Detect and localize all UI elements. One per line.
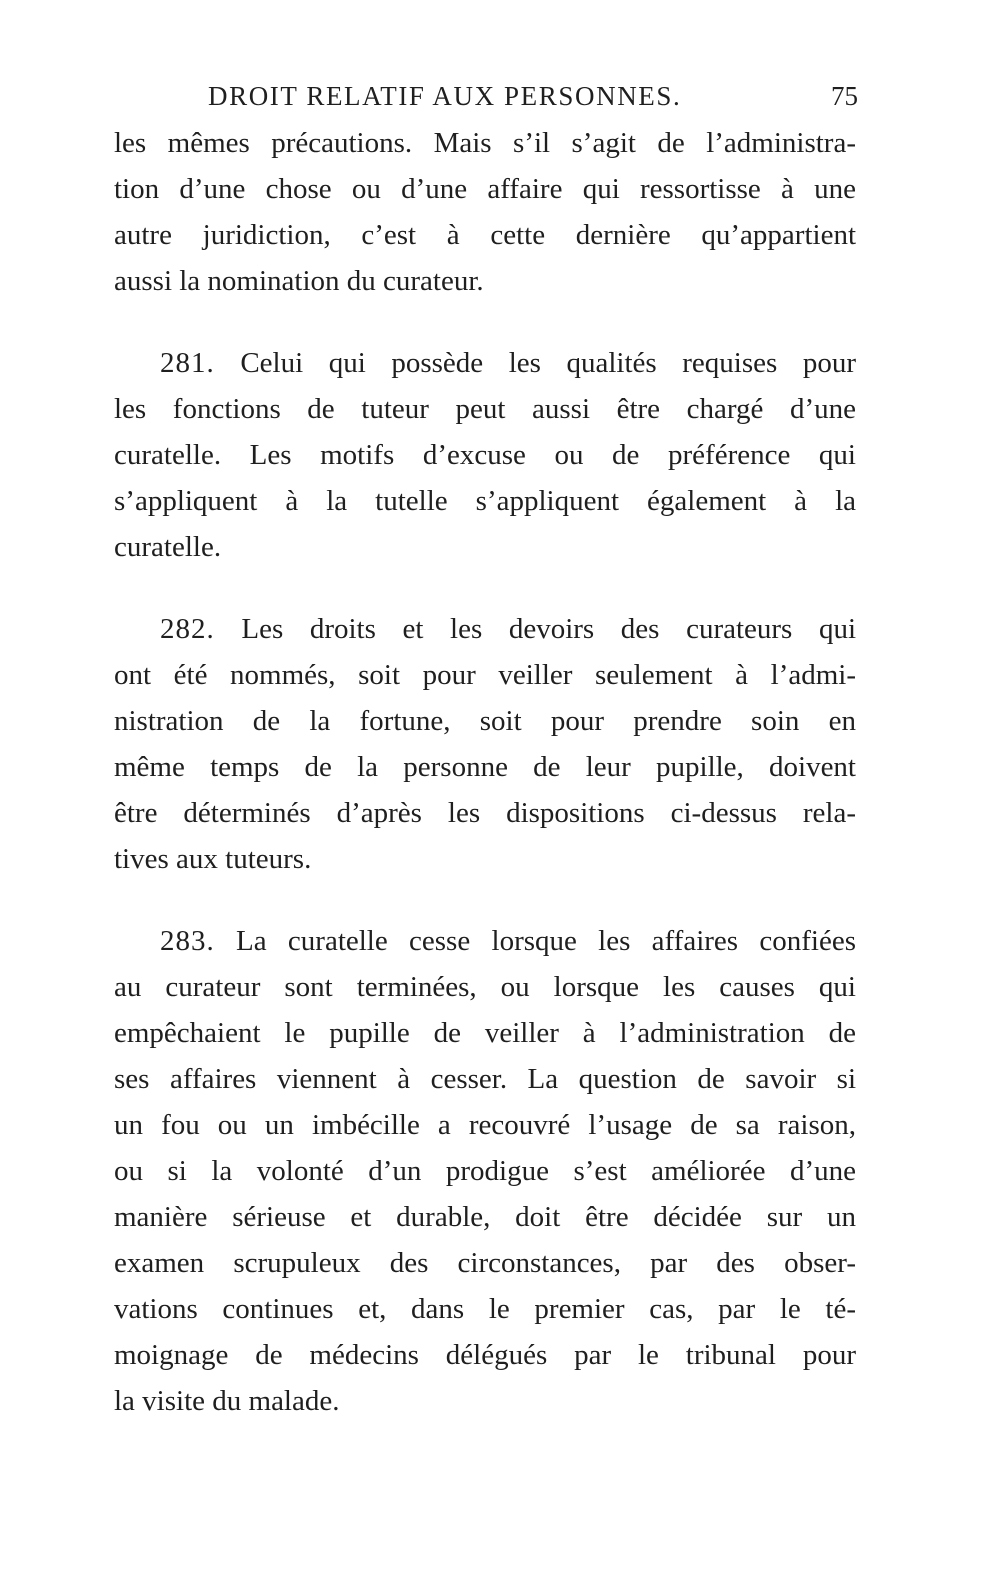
text-line: ont été nommés, soit pour veiller seulement à l’admi-	[114, 659, 856, 691]
paragraph-281	[114, 340, 856, 570]
paragraph-283	[114, 918, 856, 1424]
text-line: moignage de médecins délégués par le tribunal pour	[114, 1339, 856, 1371]
article-number: 282.	[160, 613, 215, 645]
text-line: empêchaient le pupille de veiller à l’administration de	[114, 1017, 856, 1049]
text-line: s’appliquent à la tutelle s’appliquent également à la	[114, 485, 856, 517]
text-line: ou si la volonté d’un prodigue s’est améliorée d’une	[114, 1155, 856, 1187]
running-head	[110, 78, 858, 114]
article-number: 283.	[160, 925, 215, 957]
text-line: un fou ou un imbécille a recouvré l’usage de sa raison,	[114, 1109, 856, 1141]
article-text: Les droits et les devoirs des curateurs qui	[241, 613, 856, 645]
page-number: 75	[831, 81, 858, 111]
article-text: Celui qui possède les qualités requises pour	[240, 347, 856, 379]
article-text: La curatelle cesse lorsque les affaires confiées	[236, 925, 856, 957]
text-line: ses affaires viennent à cesser. La question de savoir si	[114, 1063, 856, 1095]
text-line: nistration de la fortune, soit pour prendre soin en	[114, 705, 856, 737]
text-line: aussi la nomination du curateur.	[114, 265, 484, 297]
text-line: tion d’une chose ou d’une affaire qui ressortisse à une	[114, 173, 856, 205]
text-line	[114, 606, 856, 652]
text-line: être déterminés d’après les dispositions ci-dessus rela-	[114, 797, 856, 829]
paragraph-continuation	[114, 120, 856, 304]
text-line: même temps de la personne de leur pupille, doivent	[114, 751, 856, 783]
paragraph-282	[114, 606, 856, 882]
body-text	[114, 120, 856, 1424]
text-line: curatelle.	[114, 531, 222, 563]
text-line: examen scrupuleux des circonstances, par des obser-	[114, 1247, 856, 1279]
text-line: les mêmes précautions. Mais s’il s’agit de l’administra-	[114, 127, 856, 159]
text-line	[114, 918, 856, 964]
text-line: la visite du malade.	[114, 1385, 340, 1417]
text-line: les fonctions de tuteur peut aussi être chargé d’une	[114, 393, 856, 425]
text-line: autre juridiction, c’est à cette dernière qu’appartient	[114, 219, 856, 251]
text-line: au curateur sont terminées, ou lorsque les causes qui	[114, 971, 856, 1003]
text-line: manière sérieuse et durable, doit être décidée sur un	[114, 1201, 856, 1233]
text-line: vations continues et, dans le premier cas, par le té-	[114, 1293, 856, 1325]
running-title: DROIT RELATIF AUX PERSONNES.	[208, 81, 682, 111]
text-line	[114, 340, 856, 386]
text-line: tives aux tuteurs.	[114, 843, 312, 875]
text-line: curatelle. Les motifs d’excuse ou de préférence qui	[114, 439, 856, 471]
article-number: 281.	[160, 347, 215, 379]
